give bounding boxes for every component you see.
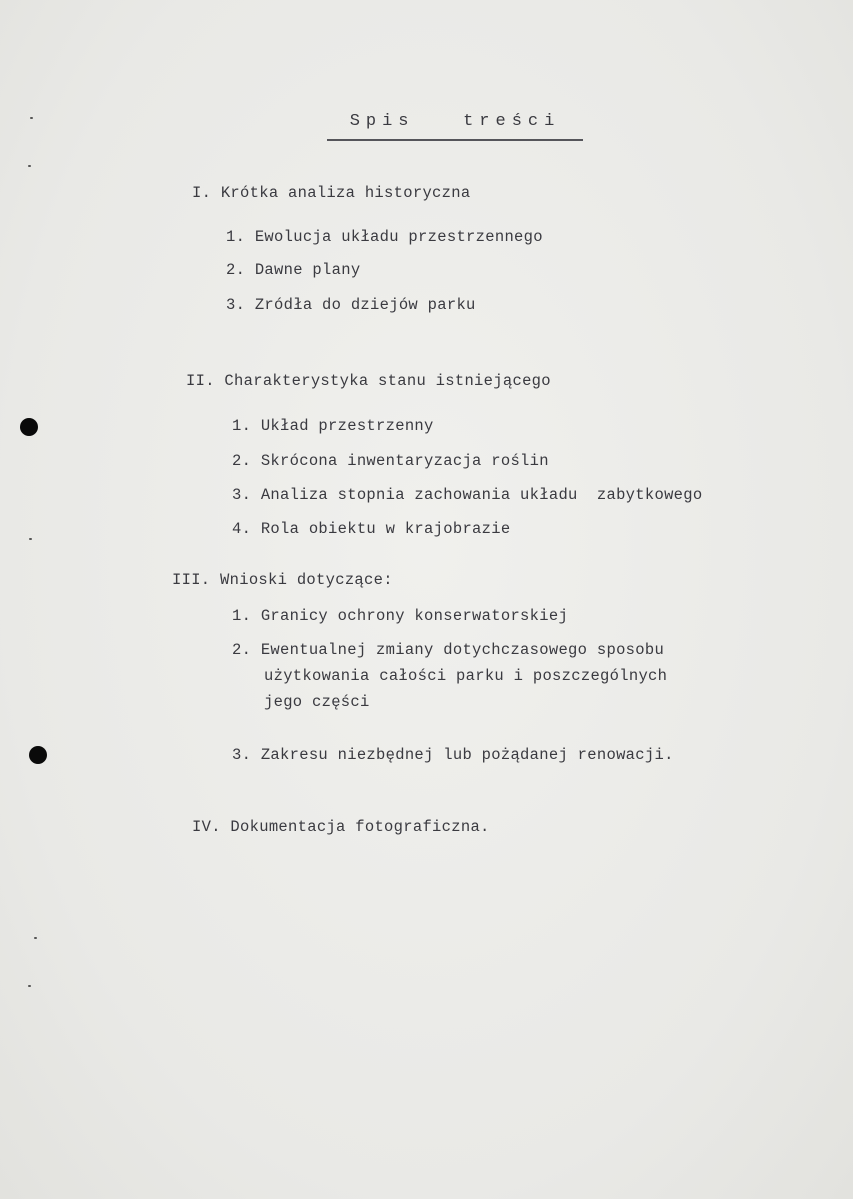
item-number: 2. xyxy=(232,641,252,659)
item-number: 1. xyxy=(232,417,252,435)
margin-mark xyxy=(28,985,31,987)
item-text: Skrócona inwentaryzacja roślin xyxy=(260,452,549,470)
margin-mark xyxy=(34,937,37,939)
item-text: Rola obiektu w krajobrazie xyxy=(260,520,511,538)
item-number: 2. xyxy=(226,261,246,279)
section-number: II. xyxy=(186,372,215,390)
toc-item xyxy=(232,486,702,504)
item-number: 4. xyxy=(232,520,252,538)
page-title: Spis treści xyxy=(349,112,561,131)
item-number: 2. xyxy=(232,452,252,470)
item-number: 3. xyxy=(226,296,246,314)
section-title: Charakterystyka stanu istniejącego xyxy=(224,372,551,390)
item-text: Granicy ochrony konserwatorskiej xyxy=(260,607,569,625)
item-number: 1. xyxy=(232,607,252,625)
toc-item xyxy=(226,261,360,279)
punch-hole-bottom xyxy=(29,746,47,764)
section-heading xyxy=(172,571,393,589)
section-title: Dokumentacja fotograficzna. xyxy=(230,818,490,836)
section-title: Wnioski dotyczące: xyxy=(220,571,393,589)
item-text: Analiza stopnia zachowania układu zabytkowego xyxy=(260,486,703,504)
section-title: Krótka analiza historyczna xyxy=(220,184,471,202)
section-heading xyxy=(192,818,490,836)
item-number: 3. xyxy=(232,746,252,764)
toc-item xyxy=(232,746,674,764)
margin-mark xyxy=(28,165,31,167)
toc-item xyxy=(232,607,568,625)
punch-hole-top xyxy=(20,418,38,436)
margin-mark xyxy=(29,538,32,540)
toc-item xyxy=(226,296,476,314)
toc-item xyxy=(226,228,543,246)
section-number: I. xyxy=(192,184,212,202)
section-number: III. xyxy=(172,571,211,589)
item-text: Zródła do dziejów parku xyxy=(254,296,476,314)
item-text: Układ przestrzenny xyxy=(260,417,434,435)
section-heading xyxy=(186,372,551,390)
toc-item xyxy=(232,641,664,659)
section-heading xyxy=(192,184,470,202)
item-text: Ewolucja układu przestrzennego xyxy=(254,228,543,246)
item-text: Dawne plany xyxy=(254,261,361,279)
item-text: Zakresu niezbędnej lub pożądanej renowacji. xyxy=(260,746,674,764)
title-underline xyxy=(327,139,583,141)
toc-item xyxy=(232,417,434,435)
toc-item xyxy=(232,452,549,470)
item-text-line: Ewentualnej zmiany dotychczasowego sposobu xyxy=(260,641,665,659)
item-number: 1. xyxy=(226,228,246,246)
toc-item xyxy=(232,520,510,538)
toc-item-continuation: użytkowania całości parku i poszczególnych xyxy=(264,667,668,685)
section-number: IV. xyxy=(192,818,221,836)
margin-mark xyxy=(30,117,33,119)
item-number: 3. xyxy=(232,486,252,504)
toc-item-continuation: jego części xyxy=(264,693,370,711)
